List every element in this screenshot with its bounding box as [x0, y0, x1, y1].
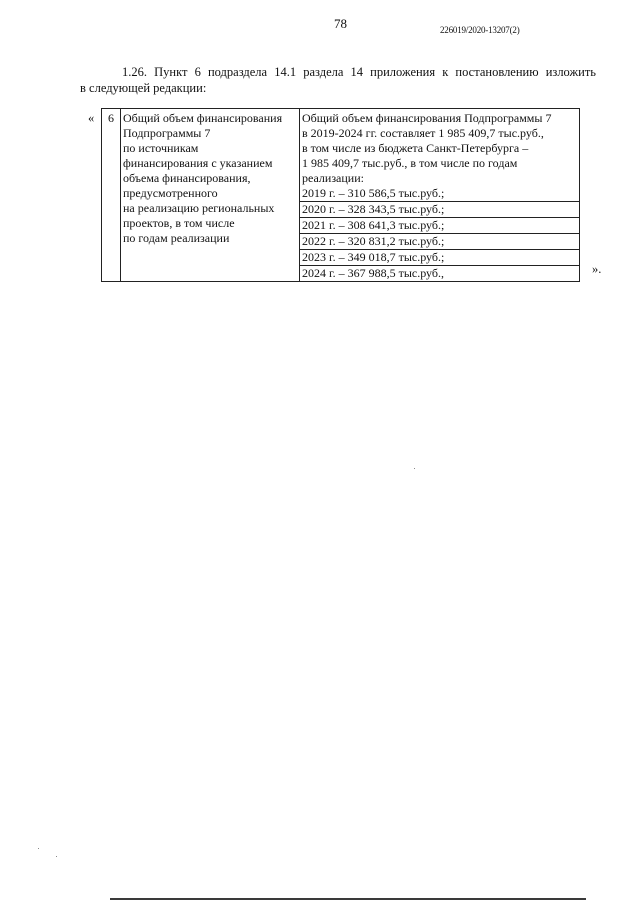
item-value-cell: [300, 109, 580, 282]
value-line: в 2019-2024 гг. составляет 1 985 409,7 тыс.руб.,: [302, 126, 544, 140]
page-number: 78: [334, 16, 347, 31]
value-line: 2019 г. – 310 586,5 тыс.руб.;: [302, 186, 445, 200]
name-line: финансирования с указанием: [123, 156, 273, 170]
name-line: объема финансирования,: [123, 171, 251, 185]
item-name-cell: [121, 109, 300, 282]
name-line: проектов, в том числе: [123, 216, 235, 230]
scan-speck: [56, 856, 57, 857]
scan-speck: [414, 468, 415, 469]
value-line: Общий объем финансирования Подпрограммы 7: [302, 111, 552, 125]
intro-line-1: 1.26. Пункт 6 подраздела 14.1 раздела 14 приложения к постановлению изложить: [122, 65, 596, 79]
value-line: в том числе из бюджета Санкт-Петербурга –: [302, 141, 529, 155]
year-row: 2022 г. – 320 831,2 тыс.руб.;: [300, 233, 579, 249]
year-row: 2021 г. – 308 641,3 тыс.руб.;: [300, 217, 579, 233]
name-line: предусмотренного: [123, 186, 218, 200]
value-text-block: [300, 109, 579, 201]
year-row: 2023 г. – 349 018,7 тыс.руб.;: [300, 249, 579, 265]
name-line: по годам реализации: [123, 231, 230, 245]
year-row: 2020 г. – 328 343,5 тыс.руб.;: [300, 201, 579, 217]
name-line: на реализацию региональных: [123, 201, 275, 215]
financing-table: [101, 108, 580, 282]
value-line: реализации:: [302, 171, 364, 185]
scan-speck: [38, 848, 39, 849]
scan-artifact-line: [110, 898, 586, 900]
value-line: 1 985 409,7 тыс.руб., в том числе по годам: [302, 156, 518, 170]
name-line: по источникам: [123, 141, 199, 155]
opening-quote: «: [88, 111, 95, 125]
intro-paragraph: [80, 64, 596, 96]
item-number-cell: 6: [102, 109, 121, 282]
document-code: 226019/2020-13207(2): [440, 25, 520, 35]
name-line: Общий объем финансирования: [123, 111, 283, 125]
year-row: 2024 г. – 367 988,5 тыс.руб.,: [300, 265, 579, 281]
closing-quote: ».: [592, 262, 602, 276]
table-row: [102, 109, 580, 282]
intro-line-2: в следующей редакции:: [80, 81, 207, 95]
name-line: Подпрограммы 7: [123, 126, 211, 140]
